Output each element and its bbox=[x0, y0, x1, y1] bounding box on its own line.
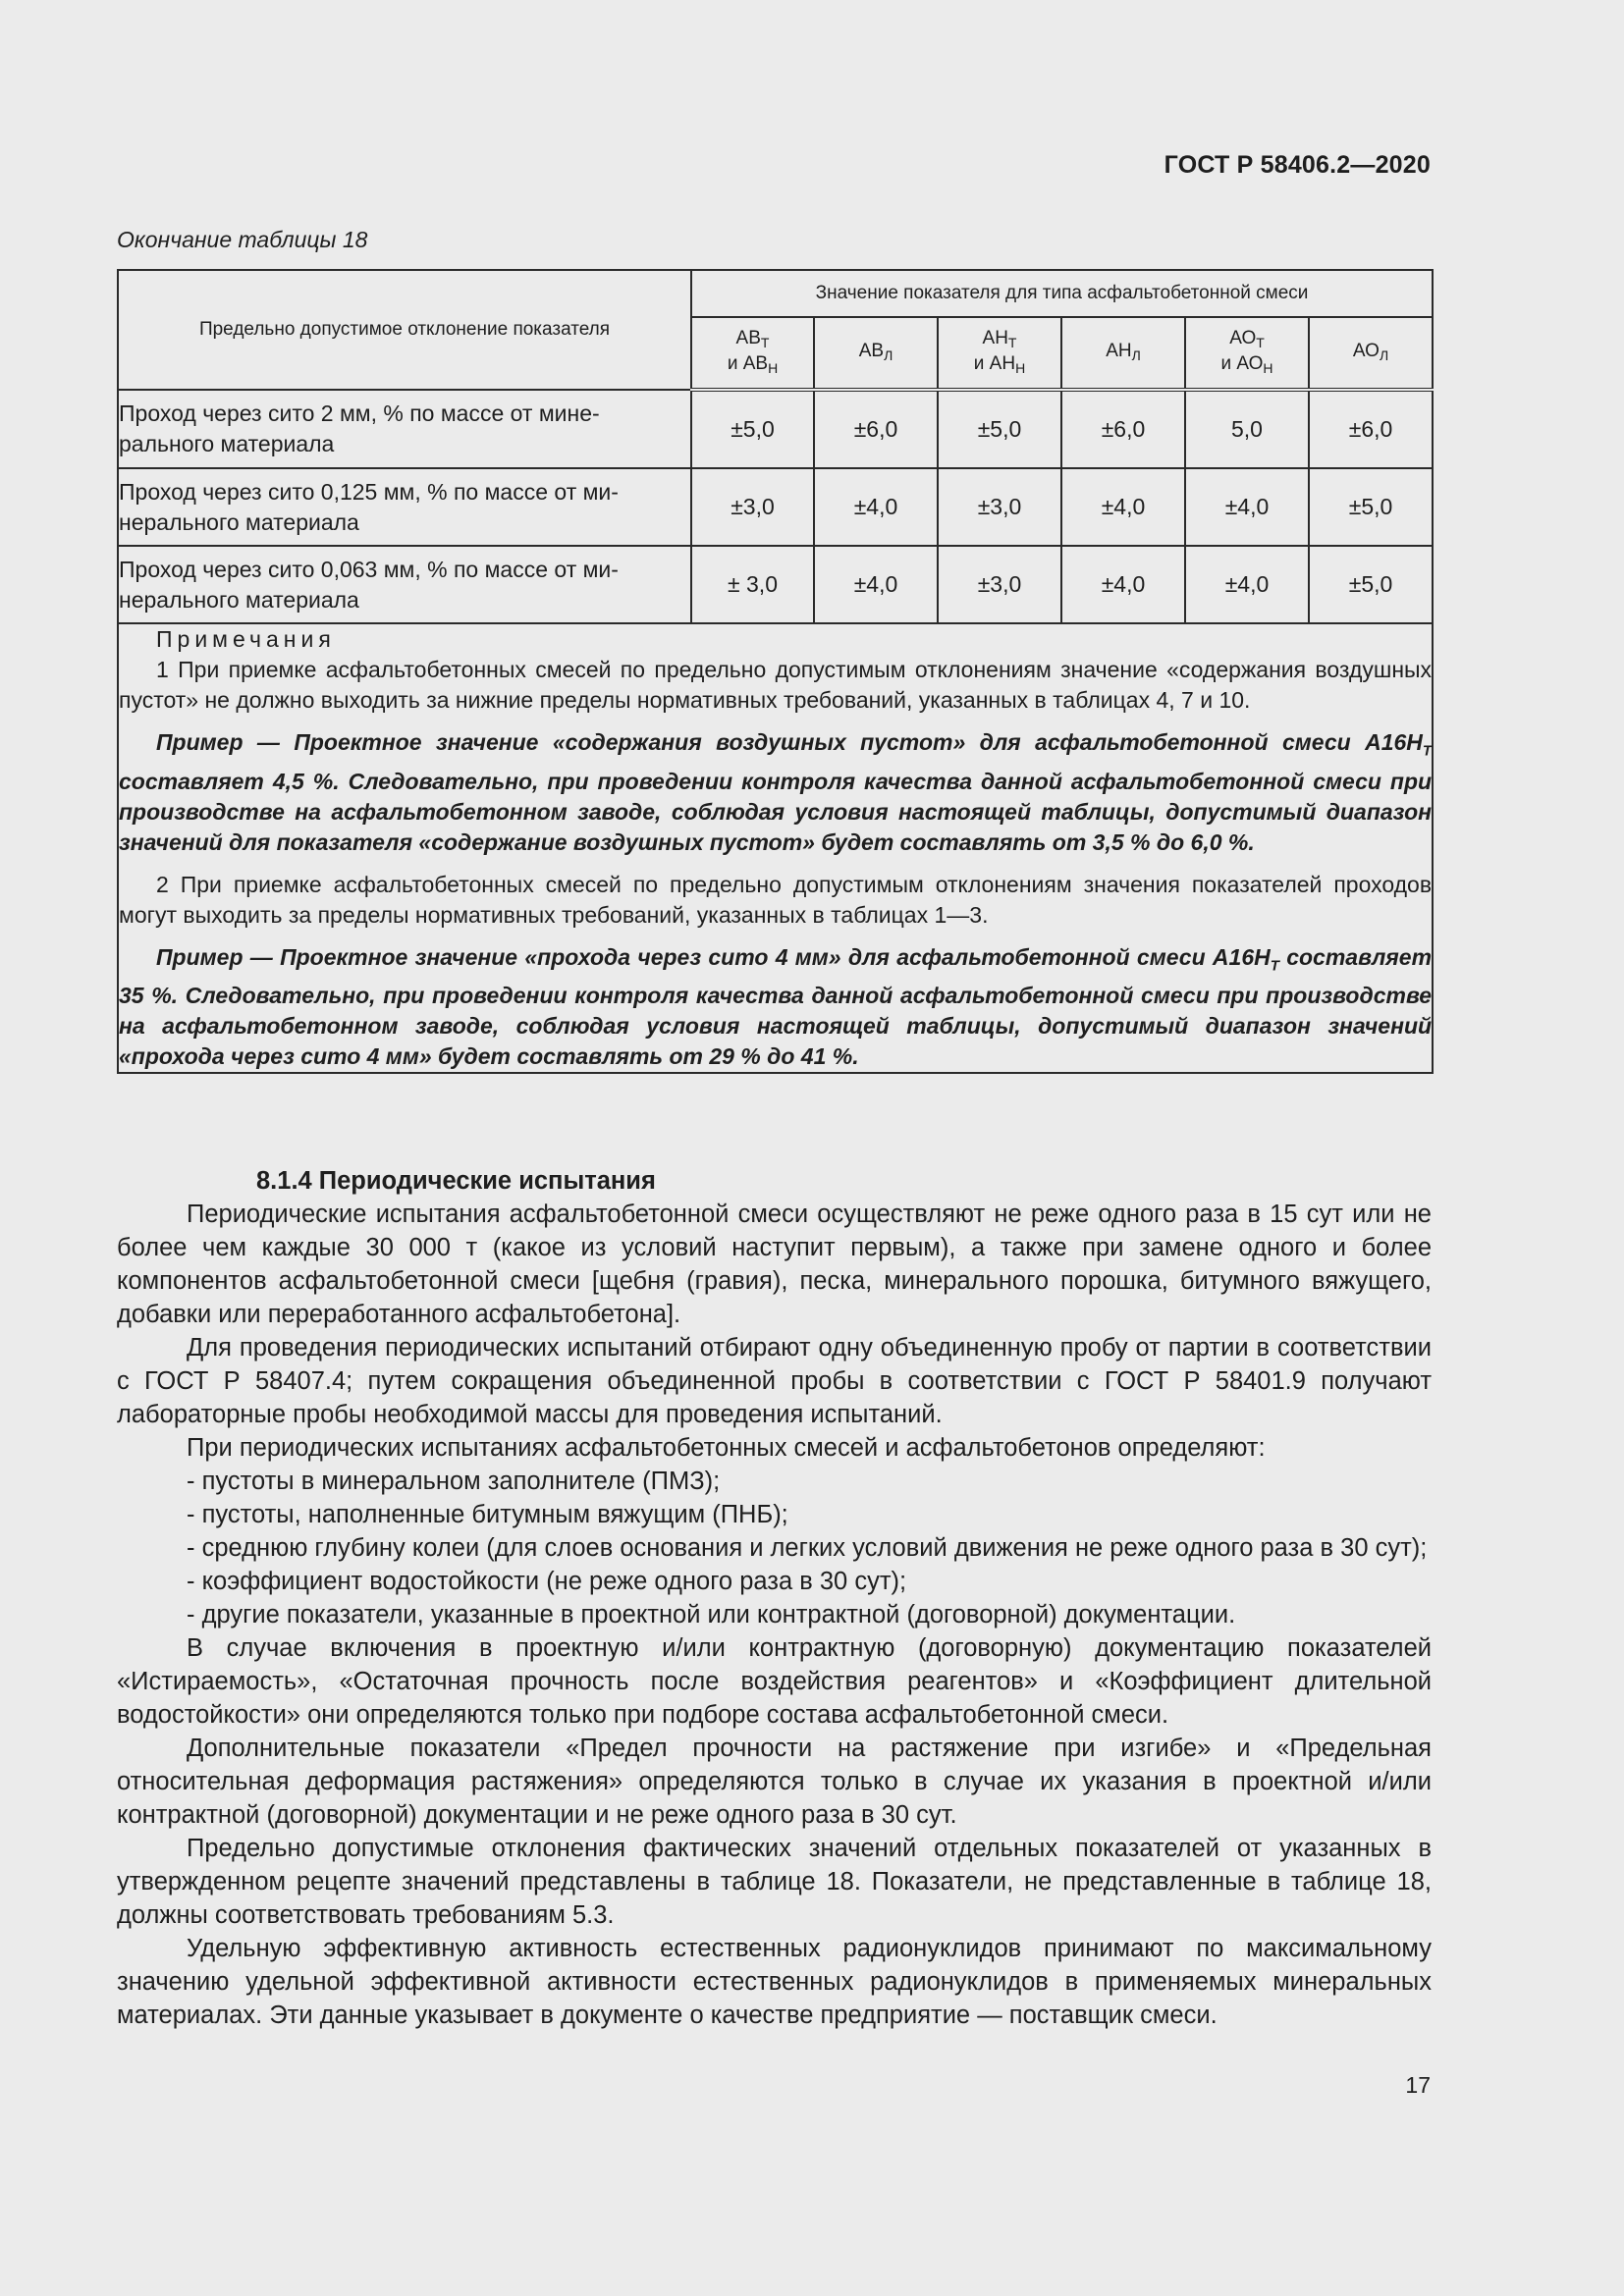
paragraph: Удельную эффективную активность естественных радионуклидов принимают по максимальному значению удельной эффективной активности естественных радионуклидов в применяемых минеральных материалах. Эти данные указывает в документе о качестве предприятие — поставщик смеси. bbox=[117, 1935, 1432, 2029]
document-code: ГОСТ Р 58406.2—2020 bbox=[1164, 151, 1431, 179]
table-row bbox=[118, 390, 1433, 468]
table-cell: ±4,0 bbox=[814, 468, 938, 546]
example-1: Пример — Проектное значение «содержания воздушных пустот» для асфальтобетонной смеси $А16Н_Т$ составляет 4,5 %. Следовательно, при проведении контроля качества данной асфальтобетонной смеси при производстве на асфальтобетонном заводе, соблюдая условия настоящей таблицы, допустимый диапазон значений для показателя «содержание воздушных пустот» будет составлять от 3,5 % до 6,0 %. bbox=[119, 729, 1433, 855]
table-caption: Окончание таблицы 18 bbox=[117, 227, 368, 252]
section-8-1-4 bbox=[117, 1164, 1432, 2032]
column-header: $АН_Л$ bbox=[1061, 317, 1185, 390]
page-number: 17 bbox=[1405, 2072, 1431, 2098]
row-label: Проход через сито 0,125 мм, % по массе от ми- нерального материала bbox=[118, 468, 691, 546]
table-cell: ±5,0 bbox=[1309, 468, 1433, 546]
table-cell: ±4,0 bbox=[1185, 468, 1309, 546]
list-item: - другие показатели, указанные в проектной или контрактной (договорной) документации. bbox=[187, 1601, 1236, 1629]
table-cell: ±4,0 bbox=[1061, 468, 1185, 546]
table-row bbox=[118, 468, 1433, 546]
table-cell: ±5,0 bbox=[1309, 546, 1433, 623]
table-cell: ±3,0 bbox=[691, 468, 814, 546]
table-18 bbox=[117, 269, 1432, 1074]
paragraph: Периодические испытания асфальтобетонной смеси осуществляют не реже одного раза в 15 сут или не более чем каждые 30 000 т (какое из условий наступит первым), а также при замене одного и более компонентов асфальтобетонной смеси [щебня (гравия), песка, минерального порошка, битумного вяжущего, добавки или переработанного асфальтобетона]. bbox=[117, 1201, 1432, 1328]
column-header: $АО_Т$ и $АО_Н$ bbox=[1185, 317, 1309, 390]
param-column-header: Предельно допустимое отклонение показателя bbox=[118, 270, 691, 390]
table-cell: ±4,0 bbox=[814, 546, 938, 623]
deviation-table bbox=[117, 269, 1434, 1074]
section-heading: 8.1.4 Периодические испытания bbox=[256, 1167, 656, 1195]
list-item: - пустоты в минеральном заполнителе (ПМЗ); bbox=[187, 1468, 721, 1495]
list-item: - коэффициент водостойкости (не реже одного раза в 30 сут); bbox=[187, 1568, 907, 1595]
table-cell: ±5,0 bbox=[938, 390, 1061, 468]
column-header: $АН_Т$ и $АН_Н$ bbox=[938, 317, 1061, 390]
table-cell: ±3,0 bbox=[938, 468, 1061, 546]
row-label: Проход через сито 2 мм, % по массе от мине- рального материала bbox=[118, 390, 691, 468]
note-1: 1 При приемке асфальтобетонных смесей по предельно допустимым отклонениям значение «содержания воздушных пустот» не должно выходить за нижние пределы нормативных требований, указанных в таблицах 4, 7 и 10. bbox=[119, 657, 1433, 713]
paragraph: Для проведения периодических испытаний отбирают одну объединенную пробу от партии в соответствии с ГОСТ Р 58407.4; путем сокращения объединенной пробы в соответствии с ГОСТ Р 58401.9 получают лабораторные пробы необходимой массы для проведения испытаний. bbox=[117, 1334, 1432, 1428]
paragraph: Предельно допустимые отклонения фактических значений отдельных показателей от указанных в утвержденном рецепте значений представлены в таблице 18. Показатели, не представленные в таблице 18, должны соответствовать требованиям 5.3. bbox=[117, 1835, 1432, 1929]
table-cell: ±6,0 bbox=[1309, 390, 1433, 468]
table-cell: ±5,0 bbox=[691, 390, 814, 468]
table-row bbox=[118, 546, 1433, 623]
column-header: $АВ_Т$ и $АВ_Н$ bbox=[691, 317, 814, 390]
table-cell: ±4,0 bbox=[1061, 546, 1185, 623]
paragraph: При периодических испытаниях асфальтобетонных смесей и асфальтобетонов определяют: bbox=[187, 1434, 1266, 1462]
table-cell: 5,0 bbox=[1185, 390, 1309, 468]
value-group-header: Значение показателя для типа асфальтобетонной смеси bbox=[691, 270, 1433, 317]
list-item: - среднюю глубину колеи (для слоев основания и легких условий движения не реже одного раза в 30 сут); bbox=[187, 1534, 1428, 1562]
note-2: 2 При приемке асфальтобетонных смесей по предельно допустимым отклонениям значения показателей проходов могут выходить за пределы нормативных требований, указанных в таблицах 1—3. bbox=[119, 871, 1433, 928]
table-cell: ±6,0 bbox=[814, 390, 938, 468]
table-notes bbox=[118, 623, 1433, 1073]
example-2: Пример — Проектное значение «прохода через сито 4 мм» для асфальтобетонной смеси $А16Н_Т$ составляет 35 %. Следовательно, при проведении контроля качества данной асфальтобетонной смеси при производстве на асфальтобетонном заводе, соблюдая условия настоящей таблицы, допустимый диапазон значений «прохода через сито 4 мм» будет составлять от 29 % до 41 %. bbox=[119, 943, 1433, 1070]
table-cell: ±4,0 bbox=[1185, 546, 1309, 623]
list-item: - пустоты, наполненные битумным вяжущим (ПНБ); bbox=[187, 1501, 788, 1528]
column-header: $АВ_Л$ bbox=[814, 317, 938, 390]
column-header: $АО_Л$ bbox=[1309, 317, 1433, 390]
paragraph: В случае включения в проектную и/или контрактную (договорную) документацию показателей «Истираемость», «Остаточная прочность после воздействия реагентов» и «Коэффициент длительной водостойкости» они определяются только при подборе состава асфальтобетонной смеси. bbox=[117, 1634, 1432, 1729]
table-cell: ±6,0 bbox=[1061, 390, 1185, 468]
row-label: Проход через сито 0,063 мм, % по массе от ми- нерального материала bbox=[118, 546, 691, 623]
notes-title: Примечания bbox=[156, 626, 336, 652]
table-cell: ± 3,0 bbox=[691, 546, 814, 623]
paragraph: Дополнительные показатели «Предел прочности на растяжение при изгибе» и «Предельная относительная деформация растяжения» определяются только в случае их указания в проектной и/или контрактной (договорной) документации и не реже одного раза в 30 сут. bbox=[117, 1735, 1432, 1829]
table-cell: ±3,0 bbox=[938, 546, 1061, 623]
